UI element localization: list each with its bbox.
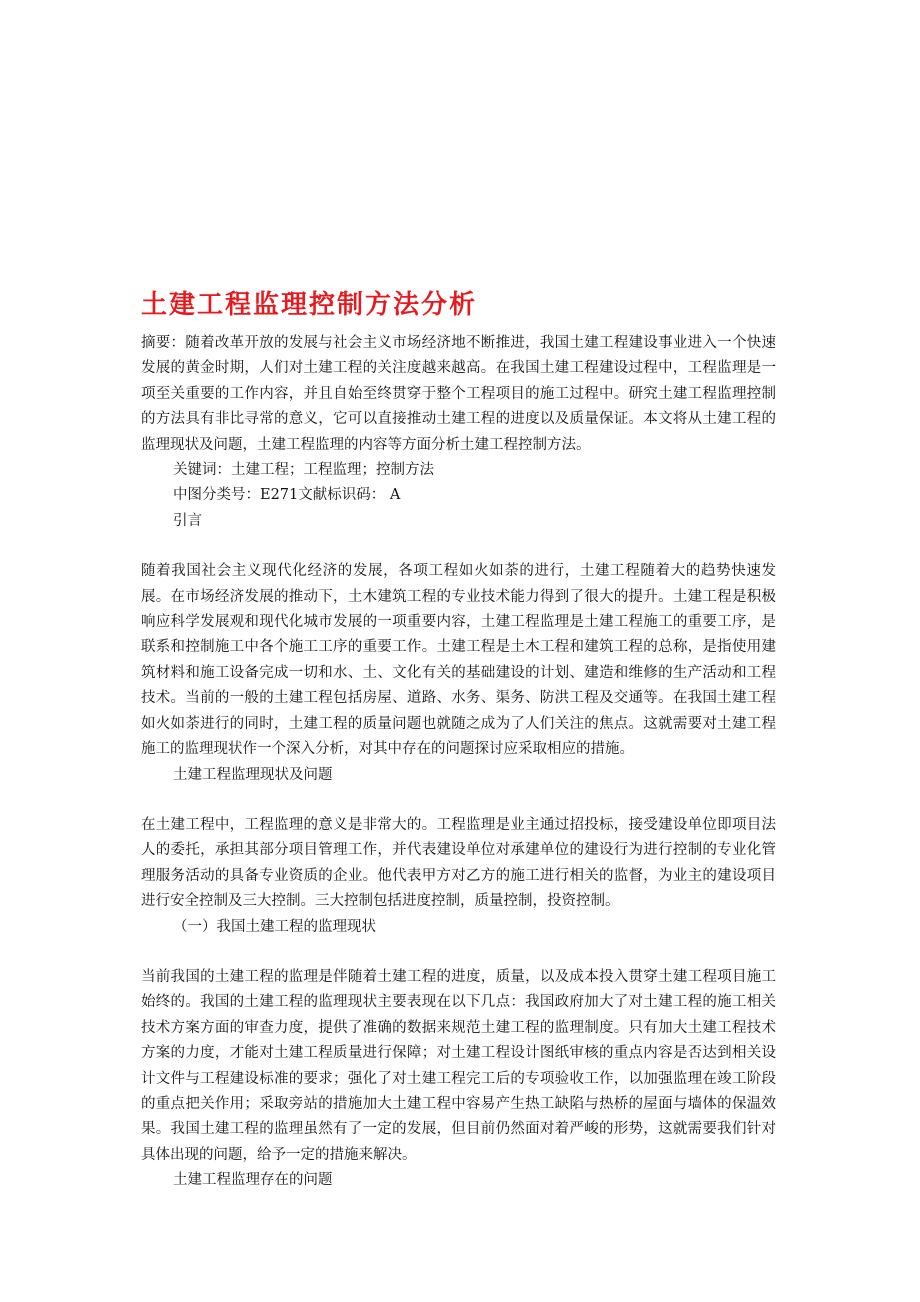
subsection-heading-current: （一）我国土建工程的监理现状: [173, 918, 376, 935]
document-page: [141, 287, 776, 1194]
abstract-paragraph: 摘要：随着改革开放的发展与社会主义市场经济地不断推进，我国土建工程建设事业进入一个快速发展的黄金时期，人们对土建工程的关注度越来越高。在我国土建工程建设过程中，工程监理是一项至关重要的工作内容，并且自始至终贯穿于整个工程项目的施工过程中。研究土建工程监理控制的方法具有非比寻常的意义，它可以直接推动土建工程的进度以及质量保证。本文将从土建工程的监理现状及问题，土建工程监理的内容等方面分析土建工程控制方法。: [141, 335, 776, 453]
document-title: 土建工程监理控制方法分析: [141, 290, 478, 320]
intro-paragraph: 随着我国社会主义现代化经济的发展，各项工程如火如荼的进行，土建工程随着大的趋势快速发展。在市场经济发展的推动下，土木建筑工程的专业技术能力得到了很大的提升。土建工程是积极响应科学发展观和现代化城市发展的一项重要内容，土建工程监理是土建工程施工的重要工序，是联系和控制施工中各个施工工序的重要工作。土建工程是土木工程和建筑工程的总称，是指使用建筑材料和施工设备完成一切和水、土、文化有关的基础建设的计划、建造和维修的生产活动和工程技术。当前的一般的土建工程包括房屋、道路、水务、渠务、防洪工程及交通等。在我国土建工程如火如荼进行的同时，土建工程的质量问题也就随之成为了人们关注的焦点。这就需要对土建工程施工的监理现状作一个深入分析，对其中存在的问题探讨应采取相应的措施。: [141, 563, 776, 758]
keywords-line: 关键词：土建工程；工程监理；控制方法: [173, 462, 434, 479]
spacer: [141, 788, 776, 813]
section-heading-status: 土建工程监理现状及问题: [173, 766, 333, 783]
intro-heading: 引言: [173, 512, 202, 529]
section-paragraph-status: 在土建工程中，工程监理的意义是非常大的。工程监理是业主通过招投标，接受建设单位即项目法人的委托，承担其部分项目管理工作，并代表建设单位对承建单位的建设行为进行控制的专业化管理服务活动的具备专业资质的企业。他代表甲方对乙方的施工进行相关的监督，为业主的建设项目进行安全控制及三大控制。三大控制包括进度控制，质量控制，投资控制。: [141, 816, 776, 910]
section-heading-problems: 土建工程监理存在的问题: [173, 1172, 333, 1189]
spacer: [141, 940, 776, 965]
subsection-paragraph-current: 当前我国的土建工程的监理是伴随着土建工程的进度，质量，以及成本投入贯穿土建工程项目施工始终的。我国的土建工程的监理现状主要表现在以下几点：我国政府加大了对土建工程的施工相关技术方案方面的审查力度，提供了准确的数据来规范土建工程的监理制度。只有加大土建工程技术方案的力度，才能对土建工程质量进行保障；对土建工程设计图纸审核的重点内容是否达到相关设计文件与工程建设标准的要求；强化了对土建工程完工后的专项验收工作，以加强监理在竣工阶段的重点把关作用；采取旁站的措施加大土建工程中容易产生热工缺陷与热桥的屋面与墙体的保温效果。我国土建工程的监理虽然有了一定的发展，但目前仍然面对着严峻的形势，这就需要我们针对具体出现的问题，给予一定的措施来解决。: [141, 968, 776, 1163]
spacer: [141, 534, 776, 559]
classification-line: 中图分类号：E271文献标识码： A: [173, 487, 401, 504]
